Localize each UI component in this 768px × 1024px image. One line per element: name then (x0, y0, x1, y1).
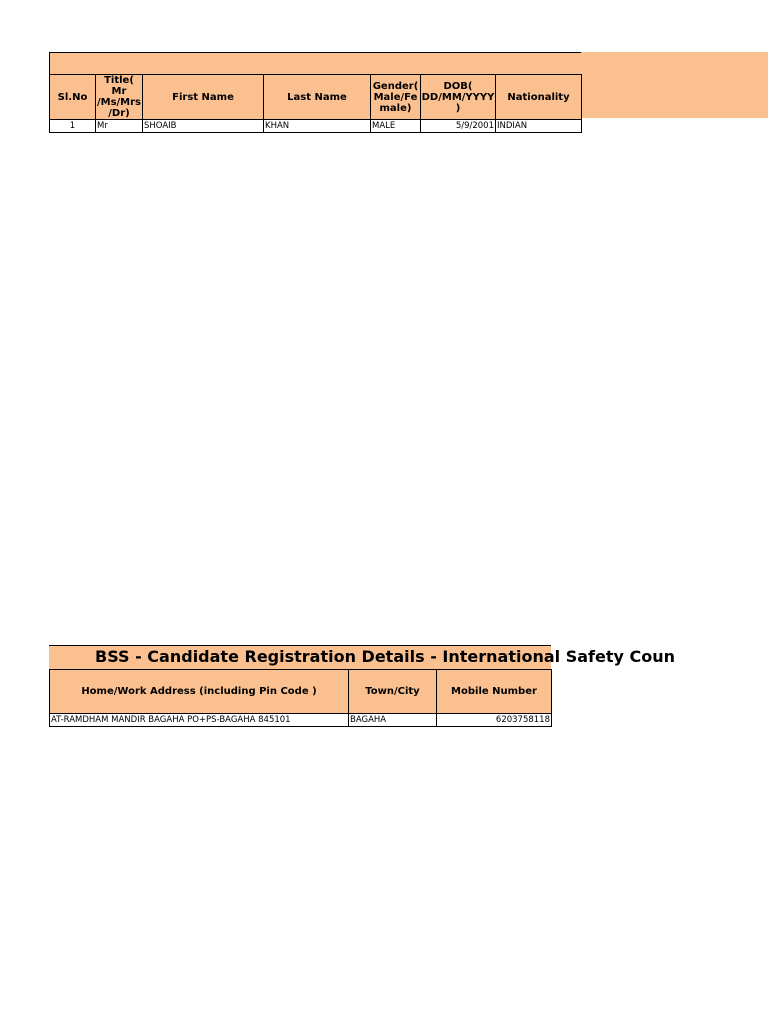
cell-gender[interactable]: MALE (371, 120, 421, 133)
candidate-contact-table (49, 669, 552, 727)
table-header-row (50, 75, 582, 120)
header-address: Home/Work Address (including Pin Code ) (50, 670, 349, 714)
table-header-row (50, 670, 552, 714)
registration-title-band (49, 645, 675, 669)
table-row (50, 714, 552, 727)
cell-last-name[interactable]: KHAN (264, 120, 371, 133)
header-nationality: Nationality (496, 75, 582, 120)
header-dob: DOB( DD/MM/YYYY ) (421, 75, 496, 120)
cell-town[interactable]: BAGAHA (349, 714, 437, 727)
cell-first-name[interactable]: SHOAIB (143, 120, 264, 133)
header-first-name: First Name (143, 75, 264, 120)
cell-mobile[interactable]: 6203758118 (437, 714, 552, 727)
table1-fill-band (581, 52, 768, 118)
cell-address[interactable]: AT-RAMDHAM MANDIR BAGAHA PO+PS-BAGAHA 845101 (50, 714, 349, 727)
header-title: Title( Mr /Ms/Mrs /Dr) (96, 75, 142, 119)
cell-title[interactable]: Mr (96, 120, 143, 133)
header-last-name: Last Name (264, 75, 371, 120)
table-row (50, 120, 582, 133)
table1-title-band (49, 52, 581, 74)
header-town: Town/City (349, 670, 437, 714)
cell-dob[interactable]: 5/9/2001 (421, 120, 496, 133)
header-mobile: Mobile Number (437, 670, 552, 714)
header-sl-no: Sl.No (50, 75, 96, 120)
registration-title: BSS - Candidate Registration Details - International Safety Coun (95, 647, 675, 666)
cell-sl-no[interactable]: 1 (50, 120, 96, 133)
candidate-personal-table (49, 74, 582, 133)
header-gender: Gender( Male/Fe male) (371, 75, 421, 120)
cell-nationality[interactable]: INDIAN (496, 120, 582, 133)
